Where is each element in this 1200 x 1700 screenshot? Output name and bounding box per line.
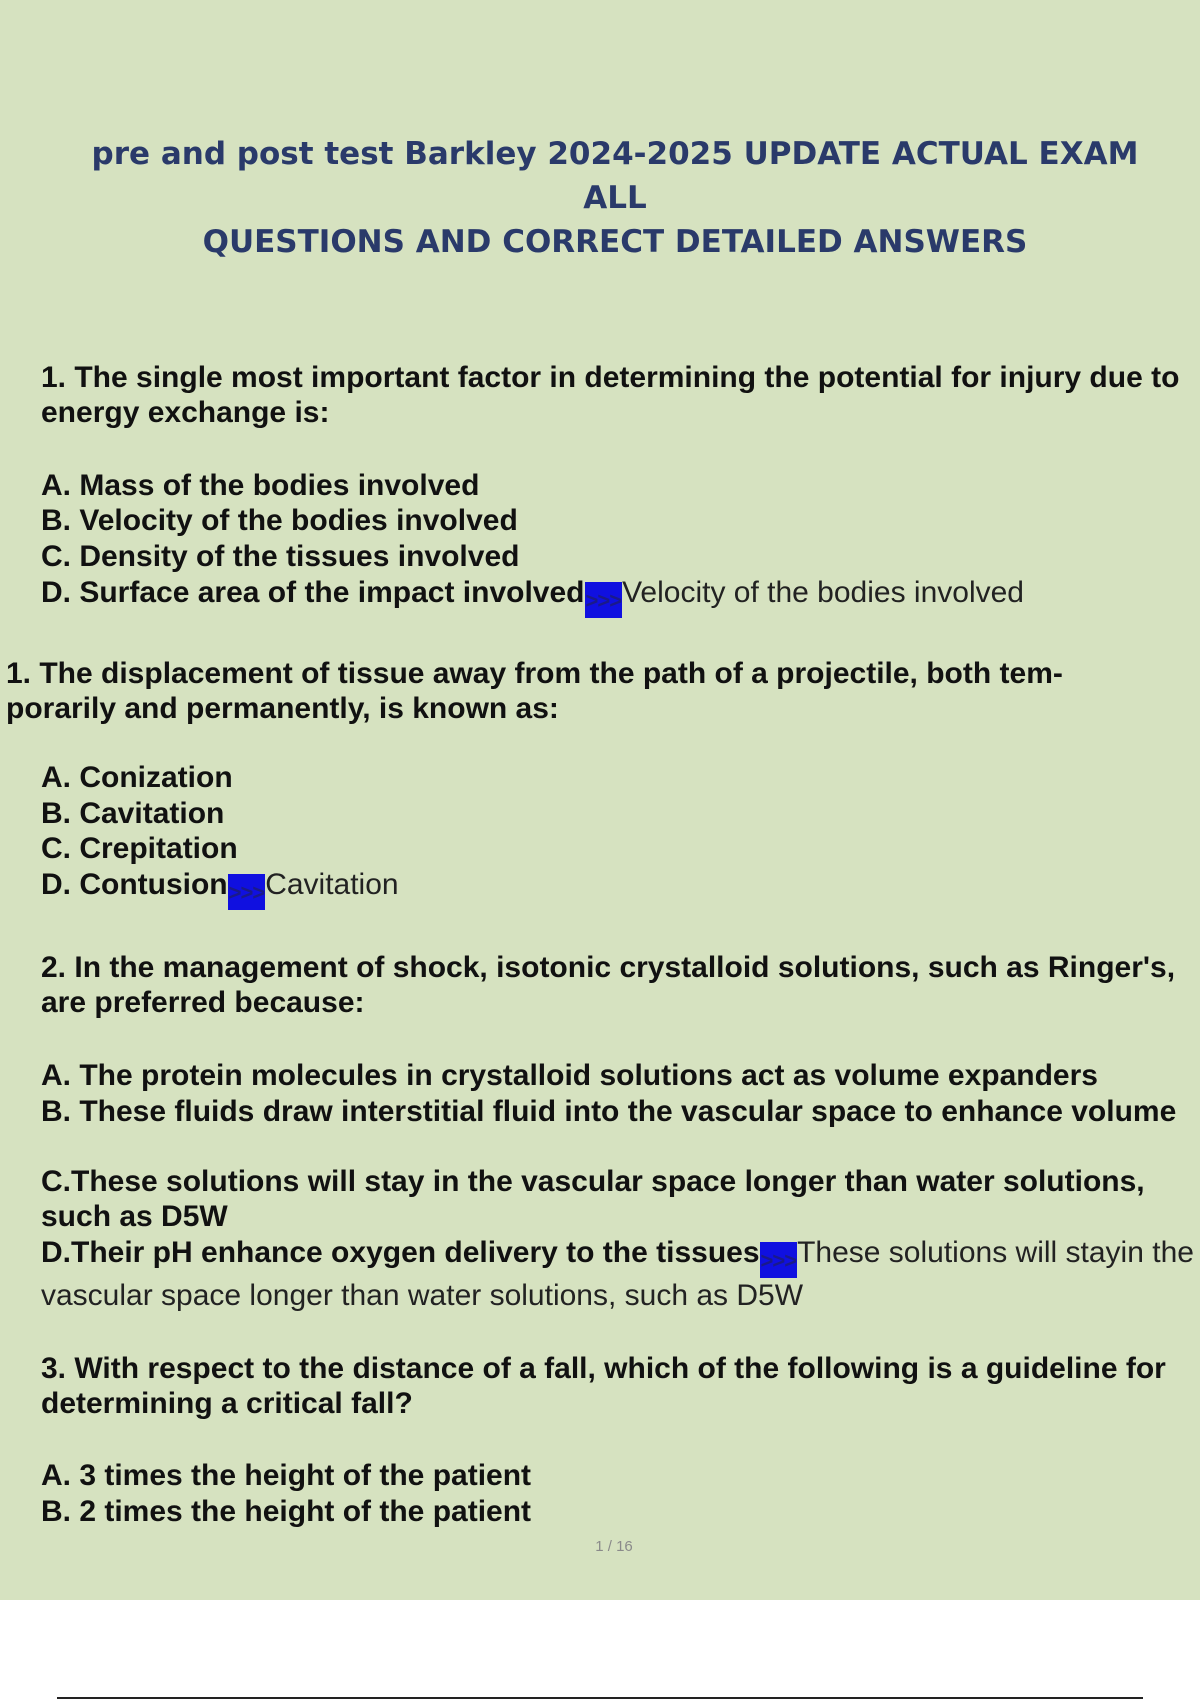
question-1-option-a: A. Mass of the bodies involved	[41, 469, 480, 502]
question-3-text: 2. In the management of shock, isotonic crystalloid solutions, such as Ringer's, are preferred because:	[41, 951, 1176, 1019]
question-1-option-b: B. Velocity of the bodies involved	[41, 504, 518, 537]
question-3-option-d-row	[41, 1235, 1196, 1313]
question-4-option-b: B. 2 times the height of the patient	[41, 1495, 532, 1528]
question-1-option-d: D. Surface area of the impact involved	[41, 576, 585, 609]
question-4-option-a: A. 3 times the height of the patient	[41, 1459, 532, 1492]
question-2-option-d-row	[41, 867, 1196, 910]
question-1-answer: Velocity of the bodies involved	[622, 576, 1024, 609]
question-3-option-d: D.Their pH enhance oxygen delivery to the tissues	[41, 1236, 760, 1269]
document-title	[60, 132, 1170, 264]
question-2-option-d: D. Contusion	[41, 868, 228, 901]
question-2-option-a: A. Conization	[41, 761, 233, 794]
answer-marker: >>>	[760, 1242, 798, 1278]
question-2-option-c: C. Crepitation	[41, 832, 238, 865]
question-1-option-d-row	[41, 575, 1196, 618]
question-3-option-a: A. The protein molecules in crystalloid solutions act as volume expanders	[41, 1059, 1098, 1092]
question-2-answer: Cavitation	[265, 868, 399, 901]
question-3-option-b: B. These fluids draw interstitial fluid into the vascular space to enhance volume	[41, 1095, 1177, 1128]
title-line-1: pre and post test Barkley 2024-2025 UPDATE ACTUAL EXAM ALL	[91, 136, 1139, 216]
title-line-2: QUESTIONS AND CORRECT DETAILED ANSWERS	[202, 224, 1028, 260]
answer-marker: >>>	[585, 582, 623, 618]
answer-marker: >>>	[228, 874, 266, 910]
page-divider	[57, 1697, 1143, 1699]
question-1-text: 1. The single most important factor in determining the potential for injury due to energy exchange is:	[41, 361, 1180, 429]
question-1-option-c: C. Density of the tissues involved	[41, 540, 520, 573]
question-3-answer: These solutions will stayin the vascular space longer than water solutions, such as D5W	[41, 1236, 1194, 1312]
question-2-option-b: B. Cavitation	[41, 797, 225, 830]
question-4-text: 3. With respect to the distance of a fall, which of the following is a guideline for determining a critical fall?	[41, 1352, 1166, 1420]
question-2-text: 1. The displacement of tissue away from the path of a projectile, both tem- porarily and permanently, is known as:	[6, 657, 1063, 725]
page-indicator: 1 / 16	[595, 1538, 633, 1555]
question-3-option-c: C.These solutions will stay in the vascular space longer than water solutions, such as D5W	[41, 1165, 1145, 1233]
